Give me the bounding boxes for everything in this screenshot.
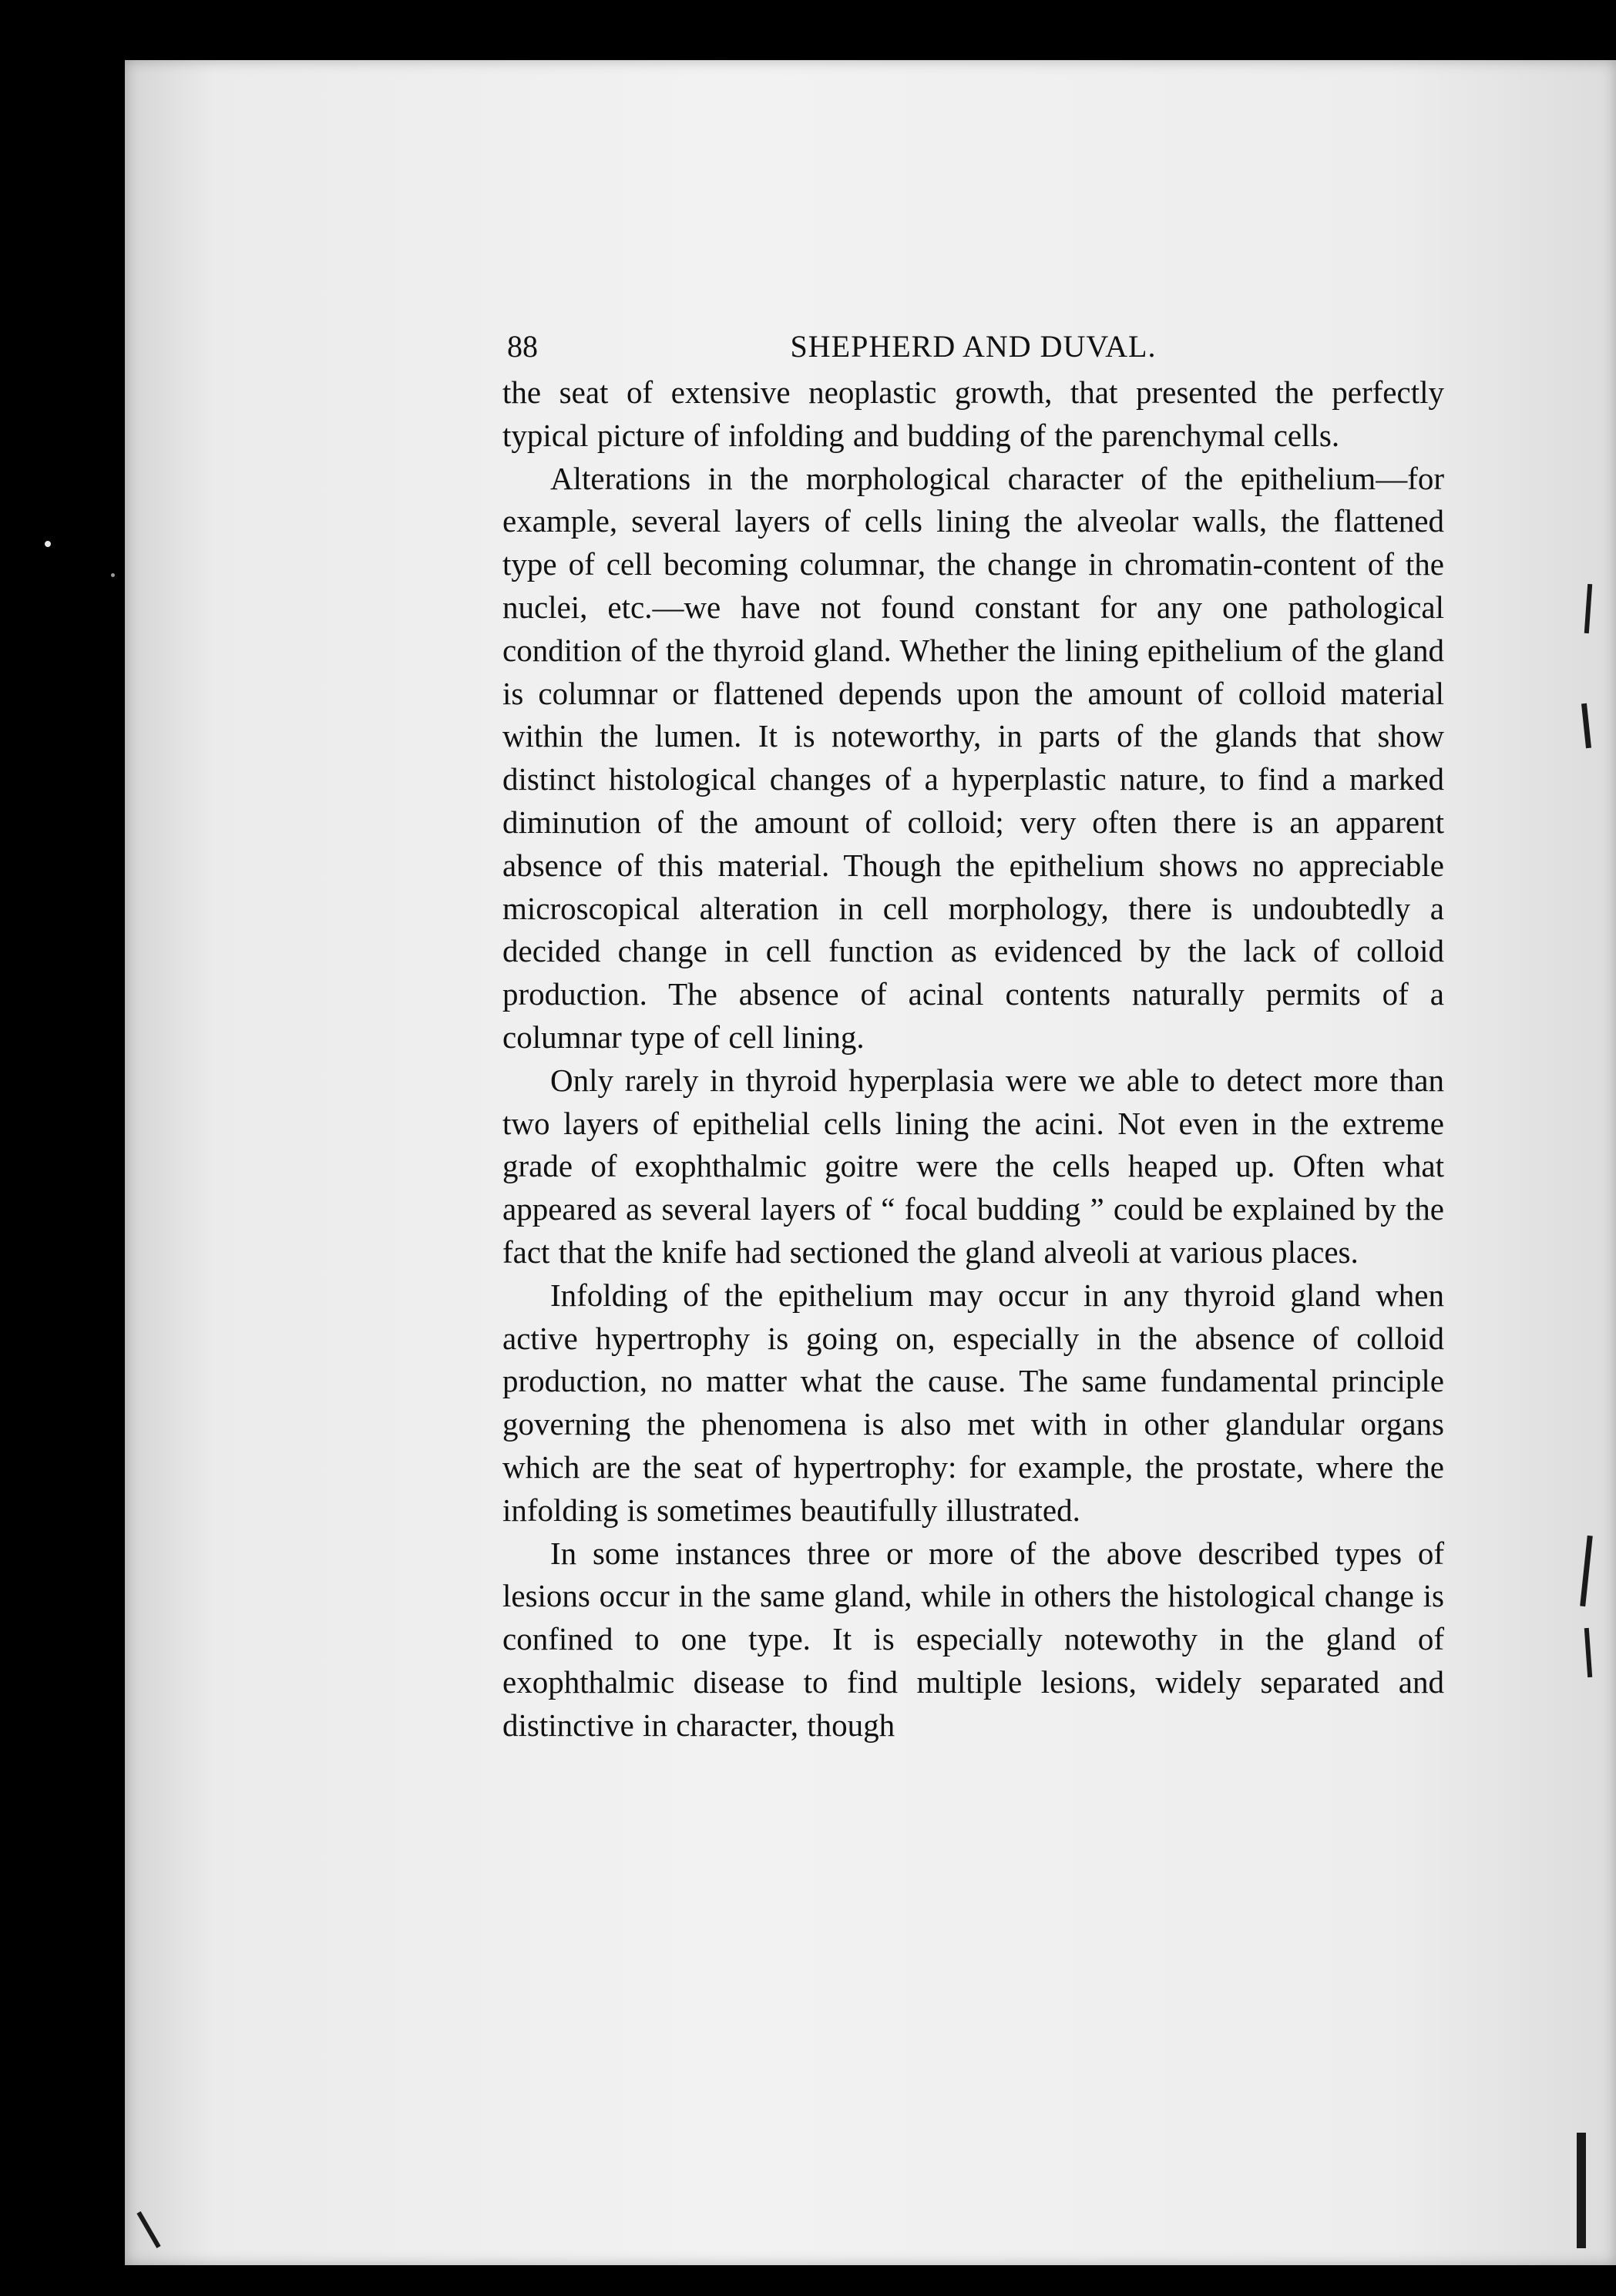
page-number: 88 — [507, 329, 538, 364]
scanned-page — [125, 60, 1616, 2265]
paragraph-1: the seat of extensive neoplastic growth, that presented the perfectly typical picture of infolding and budding of the parenchymal cells. — [502, 374, 1444, 453]
scan-speck — [111, 573, 115, 577]
margin-mark — [1584, 1628, 1592, 1677]
margin-mark — [1580, 1536, 1593, 1606]
paragraph-4: Infolding of the epithelium may occur in any thyroid gland when active hypertrophy is going on, especially in the absence of colloid production, no matter what the cause. The same fundamental principle governing the phenomena is also met with in other glandular organs which are the seat of hypertrophy: for example, the prostate, where the infolding is sometimes beautifully illustrated. — [502, 1277, 1444, 1528]
margin-mark — [1584, 584, 1592, 633]
paragraph-3: Only rarely in thyroid hyperplasia were we able to detect more than two layers of epithelial cells lining the acini. Not even in the extreme grade of exophthalmic goitre were the cells heaped up. Often what appeared as several layers of “ focal budding ” could be explained by the fact that the knife had sectioned the gland alveoli at various places. — [502, 1062, 1444, 1270]
running-title: SHEPHERD AND DUVAL. — [790, 329, 1157, 364]
margin-mark — [136, 2211, 160, 2248]
running-head — [502, 322, 1444, 371]
margin-mark — [1581, 703, 1591, 748]
text-block — [502, 322, 1444, 1747]
paragraph-2: Alterations in the morphological character of the epithelium—for example, several layers of cells lining the alveolar walls, the flattened type of cell becoming columnar, the change in chromatin-content of the nuclei, etc.—we have not found constant for any one pathological condition of the thyroid gland. Whether the lining epithelium of the gland is columnar or flattened depends upon the amount of colloid material within the lumen. It is noteworthy, in parts of the glands that show distinct histological changes of a hyperplastic nature, to find a marked diminution of the amount of colloid; very often there is an apparent absence of this material. Though the epithelium shows no appreciable microscopical alteration in cell morphology, there is undoubtedly a decided change in cell function as evidenced by the lack of colloid production. The absence of acinal contents naturally permits of a columnar type of cell lining. — [502, 460, 1444, 1055]
paragraph-5: In some instances three or more of the above described types of lesions occur in the same gland, while in others the histological change is confined to one type. It is especially notewothy in the gland of exophthalmic disease to find multiple lesions, widely separated and distinctive in character, though — [502, 1535, 1444, 1743]
margin-mark — [1577, 2133, 1586, 2248]
scan-speck — [45, 541, 51, 547]
